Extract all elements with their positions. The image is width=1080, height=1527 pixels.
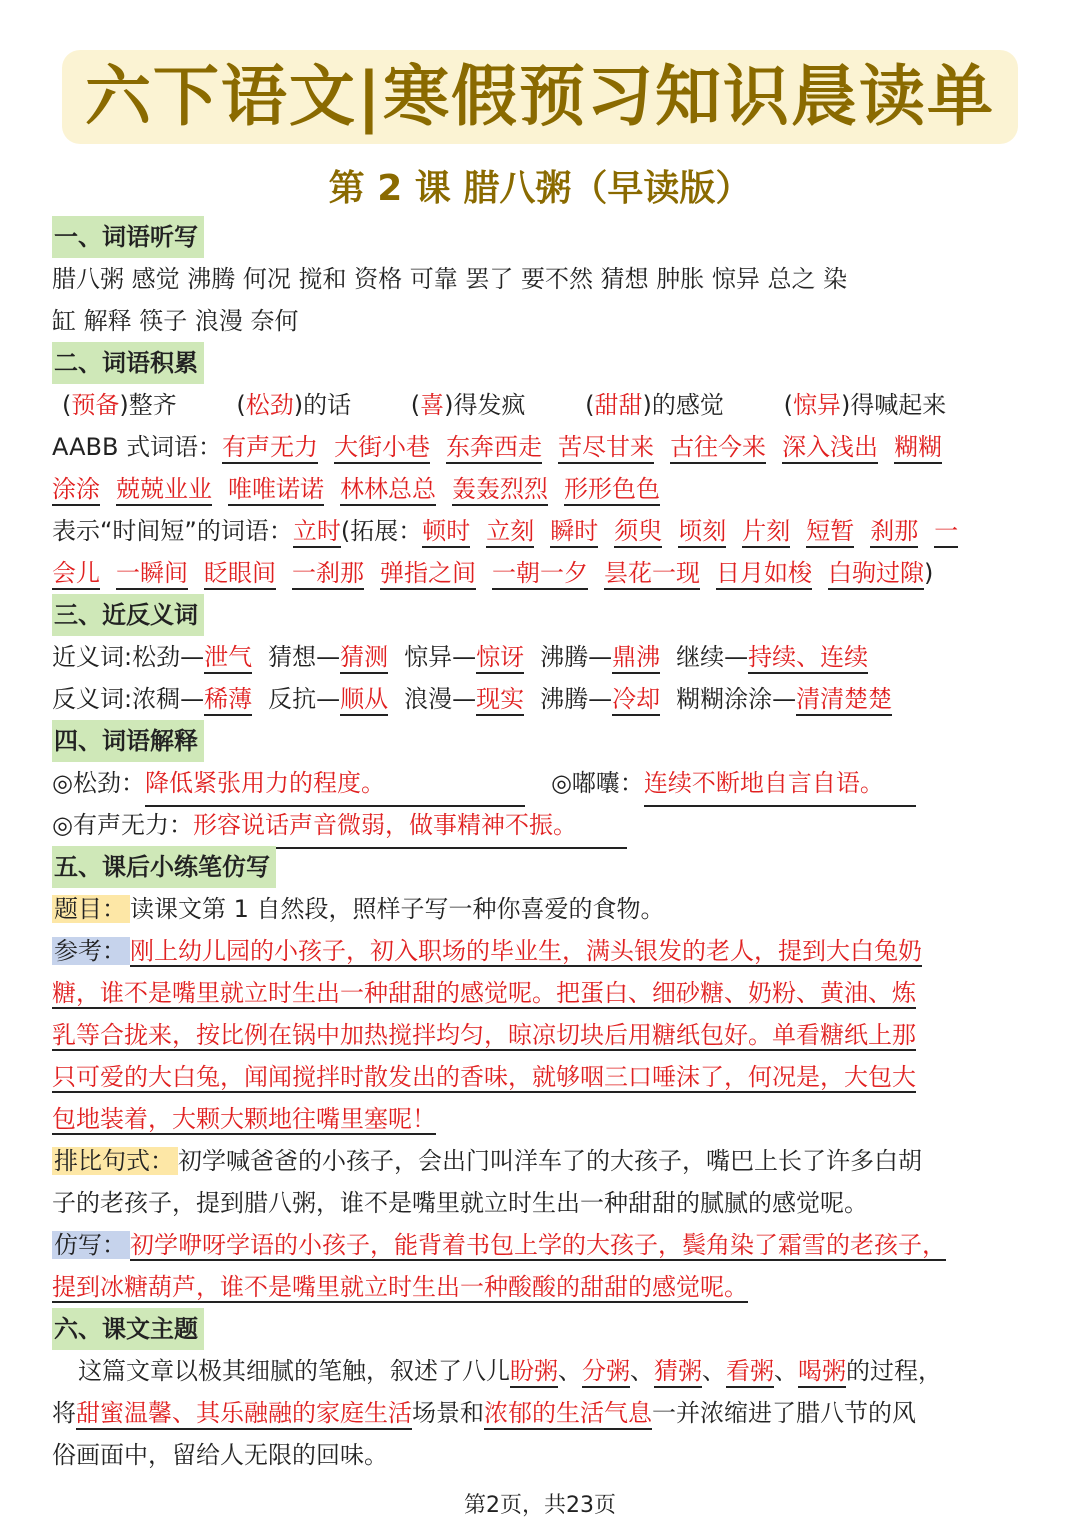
lesson-subtitle: 第 2 课 腊八粥（早读版） bbox=[328, 168, 752, 209]
imitation-paragraph: 仿写： 初学咿呀学语的小孩子，能背着书包上学的大孩子，鬓角染了霜雪的老孩子， 提到冰糖葫芦，谁不是嘴里就立时生出一种酸酸的甜甜的感觉呢。 bbox=[52, 1231, 946, 1301]
explanation-line-1: ◎松劲：降低紧张用力的程度。 ◎嘟囔：连续不断地自言自语。 bbox=[52, 762, 1042, 804]
page-title: 六下语文|寒假预习知识晨读单 bbox=[84, 58, 996, 135]
antonym-line: 反义词:浓稠—稀薄 反抗—顺从 浪漫—现实 沸腾—冷却 糊糊涂涂—清清楚楚 bbox=[52, 678, 1042, 720]
fill-item: (甜甜)的感觉 bbox=[585, 391, 724, 419]
explanation-line-2: ◎有声无力：形容说话声音微弱，做事精神不振。 bbox=[52, 804, 1042, 846]
fill-item: (惊异)得喊起来 bbox=[783, 391, 947, 419]
reference-tag: 参考： bbox=[52, 937, 130, 965]
dictation-line-1: 腊八粥 感觉 沸腾 何况 搅和 资格 可靠 罢了 要不然 猜想 肿胀 惊异 总之 染 bbox=[52, 265, 848, 293]
fill-blank-line bbox=[52, 384, 1042, 426]
pattern-paragraph: 排比句式： 初学喊爸爸的小孩子，会出门叫洋车了的大孩子，嘴巴上长了许多白胡 子的老孩子，提到腊八粥，谁不是嘴里就立时生出一种甜甜的腻腻的感觉呢。 bbox=[52, 1147, 922, 1217]
fill-item: (预备)整齐 bbox=[62, 391, 177, 419]
synonym-line: 近义词:松劲—泄气 猜想—猜测 惊异—惊讶 沸腾—鼎沸 继续—持续、连续 bbox=[52, 636, 1042, 678]
section-heading-synonyms: 三、近反义词 bbox=[52, 594, 204, 636]
imitation-tag: 仿写： bbox=[52, 1231, 130, 1259]
fill-item: (喜)得发疯 bbox=[410, 391, 526, 419]
section-heading-theme: 六、课文主题 bbox=[52, 1308, 204, 1350]
theme-paragraph: 这篇文章以极其细腻的笔触，叙述了八儿盼粥、分粥、猜粥、看粥、喝粥的过程， 将甜蜜温馨、其乐融融的家庭生活场景和浓郁的生活气息一并浓缩进了腊八节的风 俗画面中，留给人无限的回味。 bbox=[52, 1357, 942, 1469]
aabb-line-1: AABB 式词语：有声无力 大街小巷 东奔西走 苦尽甘来 古往今来 深入浅出 糊糊 bbox=[52, 426, 1042, 468]
fill-item: (松劲)的话 bbox=[236, 391, 352, 419]
section-heading-explanations: 四、词语解释 bbox=[52, 720, 204, 762]
topic-line: 题目： 读课文第 1 自然段，照样子写一种你喜爱的食物。 bbox=[54, 895, 665, 923]
page-number: 第2页，共23页 bbox=[464, 1493, 616, 1518]
topic-tag: 题目： bbox=[52, 895, 130, 923]
pattern-tag: 排比句式： bbox=[52, 1147, 178, 1175]
reference-paragraph: 参考： 刚上幼儿园的小孩子，初入职场的毕业生，满头银发的老人，提到大白兔奶 糖，谁不是嘴里就立时生出一种甜甜的感觉呢。把蛋白、细砂糖、奶粉、黄油、炼 乳等合拢来，按比例在锅中加热搅拌均匀，晾凉切块后用糖纸包好。单看糖纸上那 只可爱的大白兔，闻闻搅拌时散发出的香味，就够咽三口唾沫了，何况是，大包大 包地装着，大颗大颗地往嘴里塞呢！ bbox=[52, 937, 922, 1133]
dictation-line-2: 缸 解释 筷子 浪漫 奈何 bbox=[52, 307, 299, 335]
worksheet-content bbox=[52, 216, 1042, 1476]
section-heading-vocab: 二、词语积累 bbox=[52, 342, 204, 384]
aabb-line-2: 涂涂 兢兢业业 唯唯诺诺 林林总总 轰轰烈烈 形形色色 bbox=[52, 468, 1042, 510]
short-time-line-2: 会儿 一瞬间 眨眼间 一刹那 弹指之间 一朝一夕 昙花一现 日月如梭 白驹过隙) bbox=[52, 552, 1042, 594]
section-heading-dictation: 一、词语听写 bbox=[52, 216, 204, 258]
short-time-line-1: 表示“时间短”的词语：立时(拓展：顿时 立刻 瞬时 须臾 顷刻 片刻 短暂 刹那 一 bbox=[52, 510, 1042, 552]
section-heading-writing: 五、课后小练笔仿写 bbox=[52, 846, 276, 888]
